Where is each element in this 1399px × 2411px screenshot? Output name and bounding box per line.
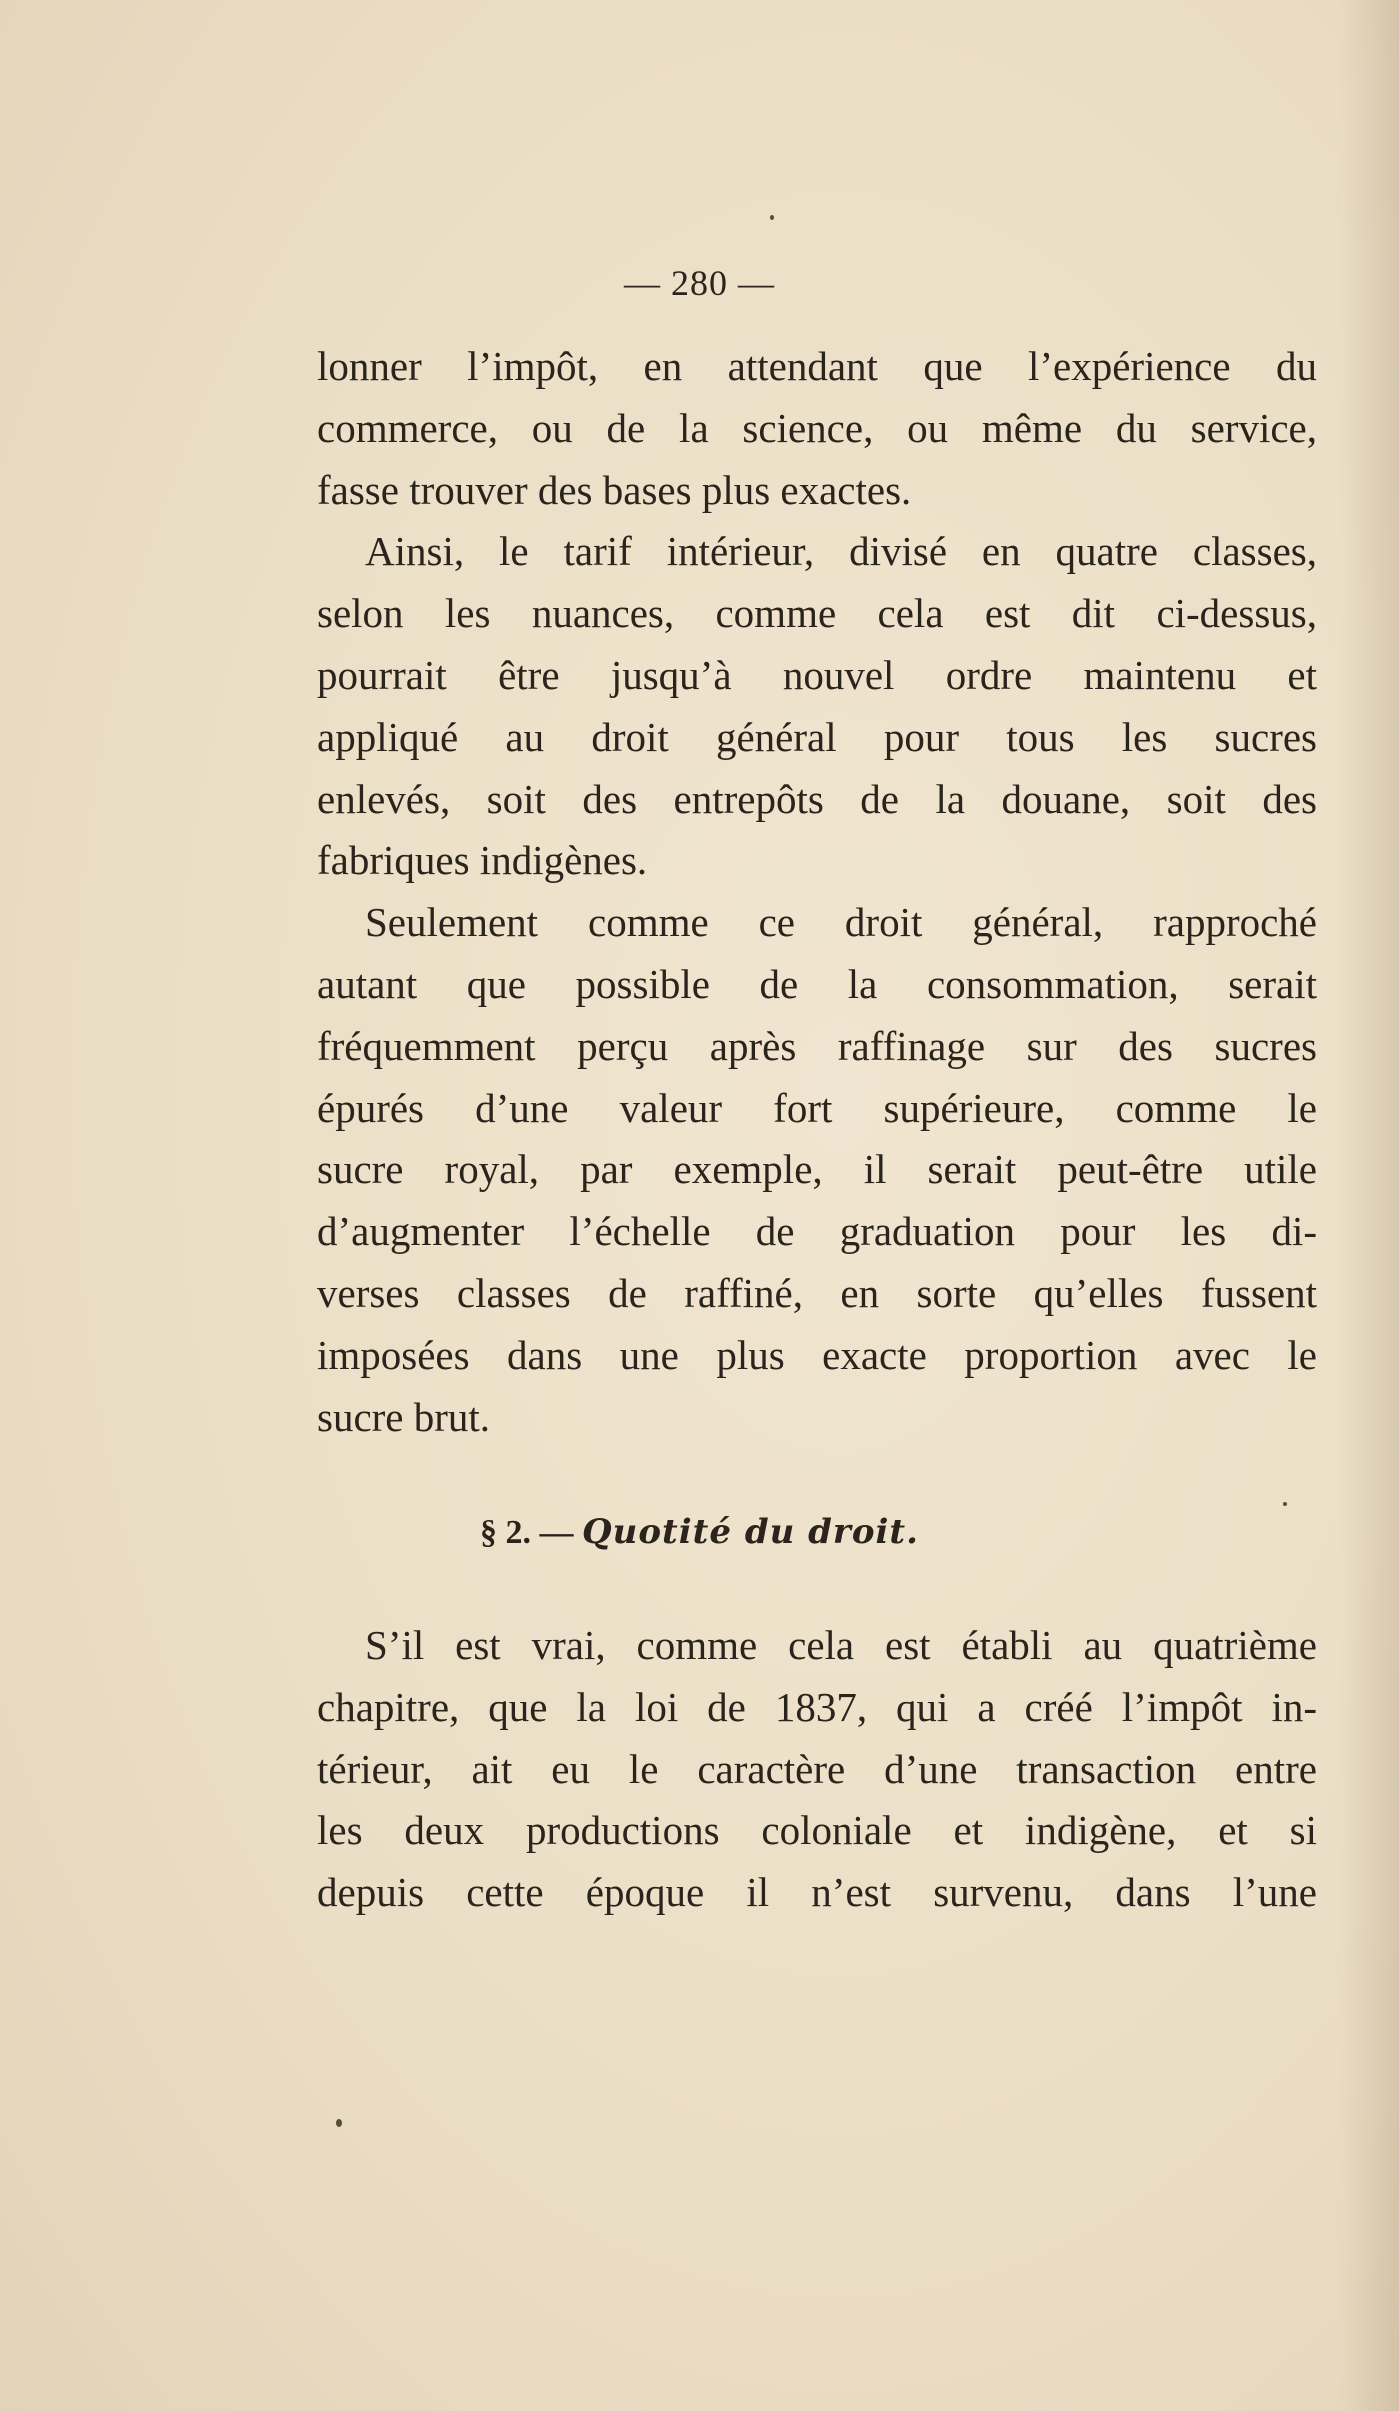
section-heading — [0, 1512, 1399, 1552]
text-line: Seulement comme ce droit général, rapproché — [365, 899, 1317, 946]
text-line: les deux productions coloniale et indigène, et si — [317, 1807, 1317, 1854]
text-line: enlevés, soit des entrepôts de la douane, soit des — [317, 775, 1317, 822]
text-line: chapitre, que la loi de 1837, qui a créé l’impôt in- — [317, 1683, 1317, 1730]
text-block-bottom — [317, 1615, 1317, 1924]
section-number: § 2. — — [480, 1514, 574, 1551]
text-line: d’augmenter l’échelle de graduation pour les di- — [317, 1208, 1317, 1255]
text-line: sucre royal, par exemple, il serait peut-être utile — [317, 1146, 1317, 1193]
text-line: térieur, ait eu le caractère d’une transaction entre — [317, 1745, 1317, 1792]
text-line: depuis cette époque il n’est survenu, dans l’une — [317, 1869, 1317, 1916]
text-line: fabriques indigènes. — [317, 837, 648, 884]
section-title: Quotité du droit. — [582, 1512, 919, 1552]
text-line: appliqué au droit général pour tous les sucres — [317, 713, 1317, 760]
text-line: selon les nuances, comme cela est dit ci-dessus, — [317, 590, 1317, 637]
text-line: verses classes de raffiné, en sorte qu’elles fussent — [317, 1269, 1317, 1316]
text-line: sucre brut. — [317, 1393, 491, 1440]
ink-speck — [336, 2119, 342, 2127]
text-line: lonner l’impôt, en attendant que l’expérience du — [317, 343, 1317, 389]
text-line: épurés d’une valeur fort supérieure, comme le — [317, 1084, 1317, 1131]
text-line: S’il est vrai, comme cela est établi au quatrième — [365, 1622, 1317, 1668]
text-line: imposées dans une plus exacte proportion avec le — [317, 1331, 1317, 1378]
ink-speck — [1283, 1502, 1287, 1506]
text-block-top — [317, 336, 1317, 1448]
text-line: fréquemment perçu après raffinage sur des sucres — [317, 1022, 1317, 1069]
text-line: commerce, ou de la science, ou même du service, — [317, 404, 1317, 451]
text-line: autant que possible de la consommation, serait — [317, 960, 1317, 1007]
text-line: fasse trouver des bases plus exactes. — [317, 466, 912, 513]
spine-shadow — [1339, 0, 1399, 2411]
ink-speck — [770, 215, 774, 220]
page-number: — 280 — — [624, 263, 775, 303]
text-line: pourrait être jusqu’à nouvel ordre maintenu et — [317, 651, 1317, 698]
text-line: Ainsi, le tarif intérieur, divisé en quatre classes, — [365, 528, 1317, 575]
